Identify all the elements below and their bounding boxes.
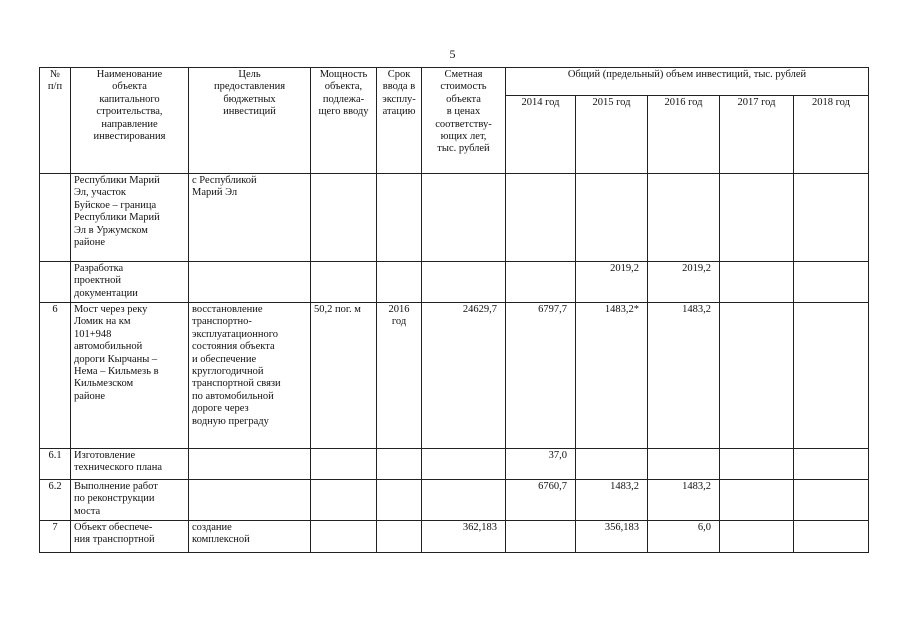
header-capacity: Мощность объекта, подлежа- щего вводу: [311, 68, 377, 174]
cell-capacity: 50,2 пог. м: [311, 303, 377, 449]
header-year: 2018 год: [794, 96, 869, 174]
cell-name: Разработка проектной документации: [71, 262, 189, 303]
cell-2018: [794, 521, 869, 553]
cell-2018: [794, 262, 869, 303]
cell-2014: 6760,7: [506, 480, 576, 521]
cell-capacity: [311, 521, 377, 553]
table-row: [40, 521, 869, 553]
cell-2015: 1483,2*: [576, 303, 648, 449]
cell-2016: [648, 449, 720, 480]
cell-purpose: создание комплексной: [189, 521, 311, 553]
table-row: [40, 449, 869, 480]
table-header: [40, 68, 869, 174]
cell-num: 7: [40, 521, 71, 553]
table-body: [40, 174, 869, 553]
cell-2015: 1483,2: [576, 480, 648, 521]
cell-2014: [506, 174, 576, 262]
cell-capacity: [311, 480, 377, 521]
header-year: 2015 год: [576, 96, 648, 174]
table-row: [40, 262, 869, 303]
page-number: 5: [449, 47, 456, 61]
cell-name: Мост через реку Ломик на км 101+948 автомобильной дороги Кырчаны – Нема – Кильмезь в Кильмезском районе: [71, 303, 189, 449]
cell-cost: [422, 480, 506, 521]
cell-2017: [720, 262, 794, 303]
cell-2017: [720, 449, 794, 480]
cell-2017: [720, 303, 794, 449]
header-term: Срок ввода в эксплу- атацию: [377, 68, 422, 174]
cell-capacity: [311, 262, 377, 303]
header-year: 2017 год: [720, 96, 794, 174]
cell-name: Республики Марий Эл, участок Буйское – граница Республики Марий Эл в Уржумском районе: [71, 174, 189, 262]
cell-term: [377, 262, 422, 303]
header-cost: Сметная стоимость объекта в ценах соответству- ющих лет, тыс. рублей: [422, 68, 506, 174]
cell-purpose: [189, 480, 311, 521]
cell-purpose: с Республикой Марий Эл: [189, 174, 311, 262]
cell-num: 6.1: [40, 449, 71, 480]
cell-num: 6.2: [40, 480, 71, 521]
cell-purpose: [189, 262, 311, 303]
cell-2017: [720, 174, 794, 262]
header-purpose: Цель предоставления бюджетных инвестиций: [189, 68, 311, 174]
cell-2014: 6797,7: [506, 303, 576, 449]
cell-name: Изготовление технического плана: [71, 449, 189, 480]
cell-2016: [648, 174, 720, 262]
cell-num: [40, 262, 71, 303]
header-num: № п/п: [40, 68, 71, 174]
header-name: Наименование объекта капитального строительства, направление инвестирования: [71, 68, 189, 174]
cell-2014: 37,0: [506, 449, 576, 480]
table-row: [40, 174, 869, 262]
cell-2016: 2019,2: [648, 262, 720, 303]
cell-cost: 24629,7: [422, 303, 506, 449]
cell-capacity: [311, 449, 377, 480]
header-year: 2016 год: [648, 96, 720, 174]
cell-capacity: [311, 174, 377, 262]
cell-2016: 6,0: [648, 521, 720, 553]
cell-2015: [576, 174, 648, 262]
cell-2015: 356,183: [576, 521, 648, 553]
cell-2018: [794, 480, 869, 521]
cell-term: [377, 480, 422, 521]
cell-purpose: [189, 449, 311, 480]
cell-2018: [794, 174, 869, 262]
cell-2015: [576, 449, 648, 480]
cell-cost: [422, 449, 506, 480]
table-row: [40, 480, 869, 521]
cell-term: [377, 521, 422, 553]
cell-num: 6: [40, 303, 71, 449]
cell-term: [377, 449, 422, 480]
cell-2015: 2019,2: [576, 262, 648, 303]
cell-purpose: восстановление транспортно- эксплуатационного состояния объекта и обеспечение круглогодичной транспортной связи по автомобильной дороге через водную преграду: [189, 303, 311, 449]
cell-2014: [506, 521, 576, 553]
cell-cost: [422, 174, 506, 262]
cell-name: Выполнение работ по реконструкции моста: [71, 480, 189, 521]
cell-2014: [506, 262, 576, 303]
cell-name: Объект обеспече- ния транспортной: [71, 521, 189, 553]
cell-2016: 1483,2: [648, 480, 720, 521]
cell-2016: 1483,2: [648, 303, 720, 449]
cell-num: [40, 174, 71, 262]
header-year: 2014 год: [506, 96, 576, 174]
header-total-investment: Общий (предельный) объем инвестиций, тыс. рублей: [506, 68, 869, 96]
cell-cost: [422, 262, 506, 303]
cell-2017: [720, 480, 794, 521]
investment-table: [39, 67, 869, 553]
cell-2018: [794, 449, 869, 480]
cell-cost: 362,183: [422, 521, 506, 553]
cell-2017: [720, 521, 794, 553]
cell-2018: [794, 303, 869, 449]
table-row: [40, 303, 869, 449]
cell-term: [377, 174, 422, 262]
cell-term: 2016 год: [377, 303, 422, 449]
